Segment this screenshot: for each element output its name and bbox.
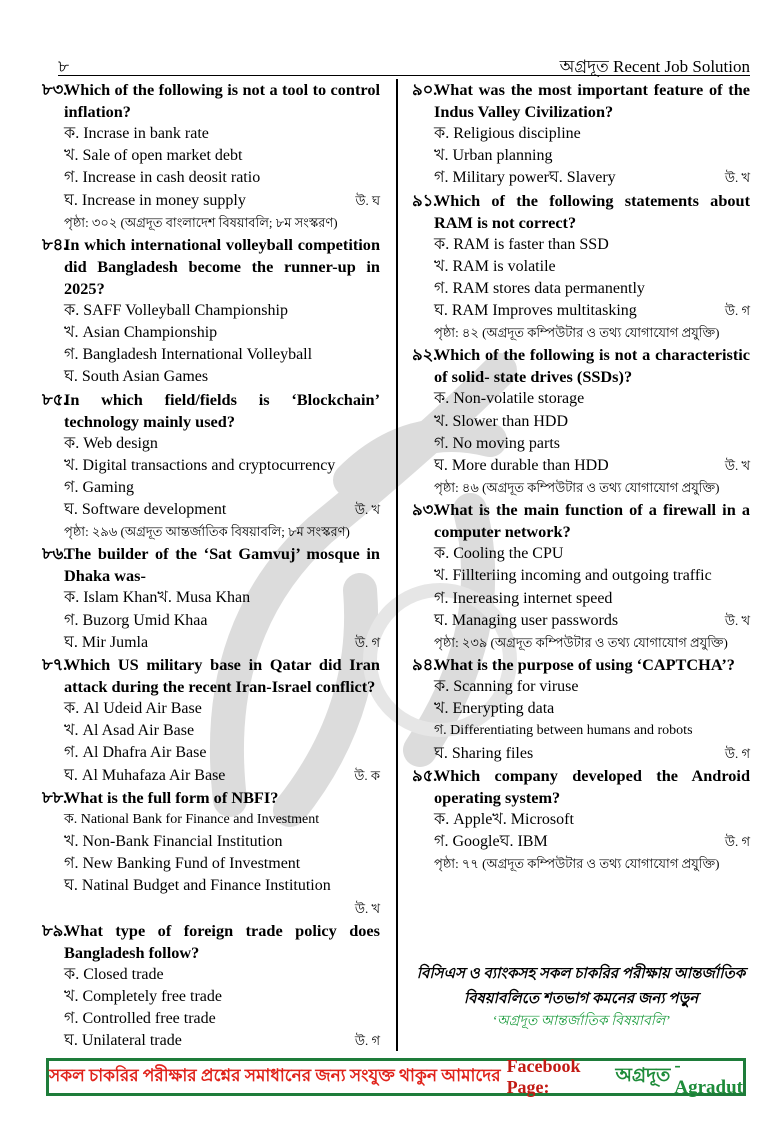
option — [412, 300, 750, 322]
page-reference: পৃষ্ঠা: ২৩৯ (অগ্রদূত কম্পিউটার ও তথ্য যোগাযোগ প্রযুক্তি) — [434, 635, 728, 651]
option — [412, 743, 750, 765]
question-block — [412, 79, 750, 190]
page-header — [58, 52, 750, 76]
page-reference: পৃষ্ঠা: ৪৬ (অগ্রদূত কম্পিউটার ও তথ্য যোগাযোগ প্রযুক্তি) — [434, 480, 720, 496]
question-text: What type of foreign trade policy does Bangladesh follow? — [64, 920, 380, 962]
promo-line-2: বিষয়াবলিতে শতভাগ কমনের জন্য পড়ুন — [463, 991, 699, 1007]
option: ক. Cooling the CPU — [434, 545, 564, 563]
answer-key: উ. খ — [724, 170, 750, 186]
question-block — [412, 654, 750, 765]
question-number: ৮৮. — [42, 787, 68, 807]
option: ঘ. South Asian Games — [64, 368, 209, 386]
option: খ. Asian Championship — [64, 324, 218, 342]
page-reference: পৃষ্ঠা: ৩০২ (অগ্রদূত বাংলাদেশ বিষয়াবলি; ৮ম সংস্করণ) — [64, 214, 338, 230]
option-text: ঘ. Al Muhafaza Air Base — [64, 766, 226, 784]
option: গ. RAM stores data permanently — [434, 280, 645, 298]
option-pair — [42, 587, 380, 609]
option: গ. Google — [434, 833, 500, 851]
running-title: অগ্রদূত Recent Job Solution — [559, 57, 750, 76]
option-text: ঘ. Software development — [64, 501, 227, 519]
question-text: What is the main function of a firewall in a computer network? — [434, 500, 750, 542]
option — [412, 455, 750, 477]
answer-key: উ. গ — [724, 745, 750, 761]
question-block — [42, 543, 380, 654]
question-text: Which US military base in Qatar did Iran attack during the recent Iran-Israel conflict? — [64, 655, 380, 697]
option — [42, 1030, 380, 1052]
option-text: ঘ. Increase in money supply — [64, 191, 246, 209]
question-text: What is the purpose of using ‘CAPTCHA’? — [434, 655, 735, 675]
option: খ. Musa Khan — [157, 589, 251, 607]
question-number: ৯১. — [412, 190, 438, 210]
page-reference: পৃষ্ঠা: ৪২ (অগ্রদূত কম্পিউটার ও তথ্য যোগাযোগ প্রযুক্তি) — [434, 325, 720, 341]
option: খ. Enerypting data — [434, 700, 555, 718]
answer-key: উ. ঘ — [355, 192, 380, 208]
option: ক. Religious discipline — [434, 125, 581, 142]
right-column — [412, 79, 750, 875]
option: খ. Sale of open market debt — [64, 147, 243, 165]
question-text: Which company developed the Android operating system? — [434, 765, 750, 807]
option-text: ঘ. Sharing files — [434, 744, 534, 762]
answer-key: উ. গ — [354, 634, 380, 650]
option: খ. Digital transactions and cryptocurrency — [64, 456, 336, 474]
question-number: ৮৫. — [42, 389, 68, 409]
option: ঘ. Natinal Budget and Finance Institution — [64, 877, 331, 895]
option: গ. Increase in cash deosit ratio — [64, 169, 261, 187]
option-pair — [412, 167, 750, 189]
footer-page-label: Facebook Page: — [506, 1056, 581, 1097]
question-number: ৯০. — [412, 80, 438, 99]
question-block — [412, 765, 750, 875]
question-text: Which of the following is not a tool to control inflation? — [64, 80, 380, 121]
option — [42, 765, 380, 787]
question-number: ৮৯. — [42, 920, 68, 940]
question-text: The builder of the ‘Sat Gamvuj’ mosque in Dhaka was- — [64, 544, 380, 586]
question-block — [42, 234, 380, 389]
option: গ. Differentiating between humans and robots — [434, 723, 693, 739]
question-number: ৮৩. — [42, 80, 68, 99]
question-number: ৮৭. — [42, 655, 68, 675]
option: খ. Fillteriing incoming and outgoing traffic — [434, 567, 712, 585]
option: ক. National Bank for Finance and Investment — [64, 811, 320, 827]
option-pair — [412, 809, 750, 831]
question-number: ৯২. — [412, 345, 438, 365]
option: ক. Web design — [64, 434, 158, 452]
option: খ. Al Asad Air Base — [64, 722, 195, 740]
page-number: ৮ — [58, 57, 70, 76]
option: গ. Inereasing internet speed — [434, 589, 613, 607]
question-number: ৯৫. — [412, 765, 438, 785]
option: গ. Gaming — [64, 479, 135, 497]
option: গ. No moving parts — [434, 434, 561, 452]
question-block — [412, 190, 750, 345]
question-number: ৯৩. — [412, 500, 438, 520]
question-number: ৯৪. — [412, 655, 438, 675]
question-number: ৮৪. — [42, 234, 68, 254]
answer-key: উ. গ — [724, 303, 750, 319]
page-reference: পৃষ্ঠা: ২৯৬ (অগ্রদূত আন্তর্জাতিক বিষয়াবলি; ৮ম সংস্করণ) — [64, 524, 350, 540]
answer-key: উ. খ — [724, 458, 750, 474]
option: গ. Buzorg Umid Khaa — [64, 611, 208, 629]
question-block — [42, 920, 380, 1053]
question-block — [42, 654, 380, 787]
footer-brand: অগ্রদূত — [615, 1065, 671, 1086]
column-divider — [396, 79, 398, 1051]
option-text: ঘ. Mir Jumla — [64, 633, 149, 651]
option-text: ঘ. Managing user passwords — [434, 611, 619, 629]
question-text: In which field/fields is ‘Blockchain’ technology mainly used? — [64, 389, 380, 431]
question-block — [412, 344, 750, 499]
option: ঘ. Slavery — [548, 169, 616, 187]
option-text: ঘ. RAM Improves multitasking — [434, 302, 637, 320]
option: ক. RAM is faster than SSD — [434, 235, 609, 253]
option — [412, 610, 750, 632]
page-reference: পৃষ্ঠা: ৭৭ (অগ্রদূত কম্পিউটার ও তথ্য যোগাযোগ প্রযুক্তি) — [434, 856, 720, 872]
question-text: Which of the following statements about RAM is not correct? — [434, 190, 750, 232]
option — [42, 499, 380, 521]
option: ক. Non-volatile storage — [434, 390, 585, 408]
option — [42, 190, 380, 212]
option: গ. Al Dhafra Air Base — [64, 744, 207, 762]
option: গ. Bangladesh International Volleyball — [64, 346, 313, 364]
option: খ. Urban planning — [434, 147, 553, 165]
answer-key: উ. ক — [354, 767, 380, 783]
answer-key: উ. খ — [354, 502, 380, 518]
option: ক. Incrase in bank rate — [64, 125, 209, 142]
option: খ. Microsoft — [492, 810, 574, 828]
option: ঘ. IBM — [499, 833, 548, 851]
option: ক. Scanning for viruse — [434, 678, 579, 696]
question-block — [42, 79, 380, 234]
option: গ. Military power — [434, 169, 549, 187]
footer-text: সকল চাকরির পরীক্ষার প্রশ্নের সমাধানের জন্য সংযুক্ত থাকুন আমাদের — [49, 1066, 501, 1085]
option: খ. Slower than HDD — [434, 412, 569, 430]
left-column — [42, 79, 380, 1052]
option-text: ঘ. More durable than HDD — [434, 457, 609, 475]
question-text: What is the full form of NBFI? — [64, 787, 279, 807]
promo-book-title: ‘অগ্রদূত আন্তর্জাতিক বিষয়াবলি’ — [492, 1014, 670, 1029]
question-number: ৮৬. — [42, 544, 68, 564]
option: খ. Completely free trade — [64, 987, 222, 1005]
question-text: What was the most important feature of the Indus Valley Civilization? — [434, 80, 750, 121]
book-promo — [412, 962, 750, 1032]
question-block — [412, 499, 750, 654]
option: গ. Controlled free trade — [64, 1010, 216, 1028]
answer-key: উ. গ — [354, 1033, 380, 1049]
answer-key: উ. খ — [354, 900, 380, 916]
question-block — [42, 787, 380, 920]
option-pair — [412, 831, 750, 853]
question-text: Which of the following is not a characteristic of solid- state drives (SSDs)? — [434, 345, 750, 387]
option: গ. New Banking Fund of Investment — [64, 855, 301, 873]
answer-key: উ. খ — [724, 612, 750, 628]
option: ক. Islam Khan — [64, 589, 158, 607]
question-text: In which international volleyball competition did Bangladesh become the runner-up in 2025? — [64, 234, 380, 298]
option-text: ঘ. Unilateral trade — [64, 1032, 182, 1050]
promo-line-1: বিসিএস ও ব্যাংকসহ সকল চাকরির পরীক্ষায় আন্তর্জাতিক — [416, 966, 746, 982]
question-block — [42, 389, 380, 544]
option: ক. Closed trade — [64, 965, 164, 983]
option: ক. Al Udeid Air Base — [64, 700, 202, 718]
option: খ. RAM is volatile — [434, 257, 556, 275]
option: ক. SAFF Volleyball Championship — [64, 301, 288, 319]
footer-brand-en: - Agradut — [674, 1055, 743, 1098]
option — [42, 632, 380, 654]
option: খ. Non-Bank Financial Institution — [64, 833, 283, 851]
answer-key: উ. গ — [724, 834, 750, 850]
facebook-footer-banner — [46, 1055, 746, 1098]
option: ক. Apple — [434, 810, 493, 828]
